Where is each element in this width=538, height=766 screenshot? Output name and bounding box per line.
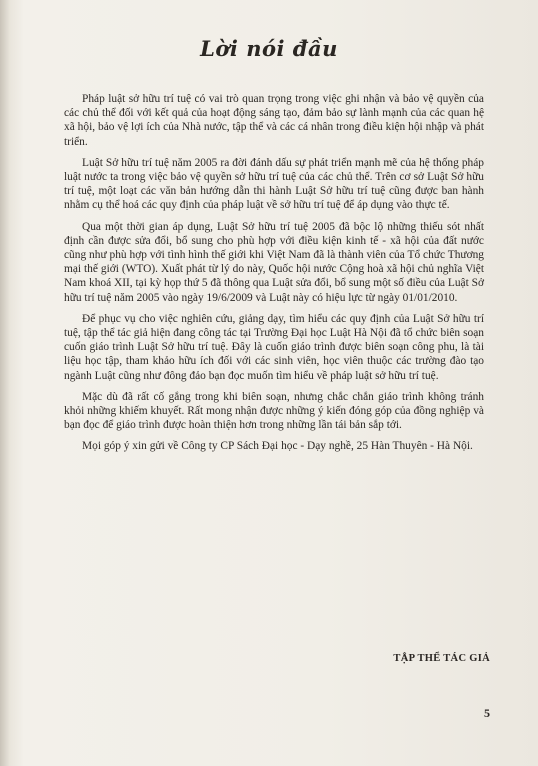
paragraph-4: Để phục vụ cho việc nghiên cứu, giảng dạy, tìm hiểu các quy định của Luật Sở hữu trí tuệ, tập thể tác giả hiện đang công tác tại Trường Đại học Luật Hà Nội đã tổ chức biên soạn cuốn giáo trình Luật Sở hữu trí tuệ. Đây là cuốn giáo trình được biên soạn công phu, là tài liệu học tập, tham khảo hữu ích đối với các sinh viên, học viên thuộc các trường đào tạo ngành Luật cũng như đông đảo bạn đọc muốn tìm hiểu về pháp luật sở hữu trí tuệ. xyxy=(64,312,484,382)
body-text xyxy=(64,92,484,461)
paragraph-2: Luật Sở hữu trí tuệ năm 2005 ra đời đánh dấu sự phát triển mạnh mẽ của hệ thống pháp luật nước ta trong việc bảo vệ quyền sở hữu trí tuệ của các chủ thể. Trên cơ sở Luật Sở hữu trí tuệ, một loạt các văn bản hướng dẫn thi hành Luật Sở hữu trí tuệ cũng được ban hành nhằm cụ thể hoá các quy định của pháp luật về sở hữu trí tuệ để áp dụng vào thực tế. xyxy=(64,156,484,212)
page-number: 5 xyxy=(484,706,490,720)
author-signature: TẬP THỂ TÁC GIẢ xyxy=(393,653,490,664)
page-title: Lời nói đầu xyxy=(200,36,338,61)
paragraph-6: Mọi góp ý xin gửi về Công ty CP Sách Đại học - Dạy nghề, 25 Hàn Thuyên - Hà Nội. xyxy=(82,440,473,453)
paragraph-1: Pháp luật sở hữu trí tuệ có vai trò quan trọng trong việc ghi nhận và bảo vệ quyền của các chủ thể đối với kết quả của hoạt động sáng tạo, đảm bảo sự lành mạnh của các quan hệ xã hội, bảo vệ lợi ích của Nhà nước, tập thể và các cá nhân trong điều kiện hội nhập và phát triển. xyxy=(64,93,484,148)
paragraph-5: Mặc dù đã rất cố gắng trong khi biên soạn, nhưng chắc chắn giáo trình không tránh khỏi những khiếm khuyết. Rất mong nhận được những ý kiến đóng góp của đồng nghiệp và bạn đọc để giáo trình được hoàn thiện hơn trong những lần tái bản sắp tới. xyxy=(64,390,484,432)
paragraph-3: Qua một thời gian áp dụng, Luật Sở hữu trí tuệ 2005 đã bộc lộ những thiếu sót nhất định cần được sửa đổi, bổ sung cho phù hợp với điều kiện kinh tế - xã hội của đất nước cũng như phù hợp với tình hình thế giới khi Việt Nam đã là thành viên của Tổ chức Thương mại thế giới (WTO). Xuất phát từ lý do này, Quốc hội nước Cộng hoà xã hội chủ nghĩa Việt Nam khoá XII, tại kỳ họp thứ 5 đã thông qua Luật sửa đổi, bổ sung một số điều của Luật Sở hữu trí tuệ năm 2005 vào ngày 19/6/2009 và Luật này có hiệu lực từ ngày 01/01/2010. xyxy=(64,220,484,304)
